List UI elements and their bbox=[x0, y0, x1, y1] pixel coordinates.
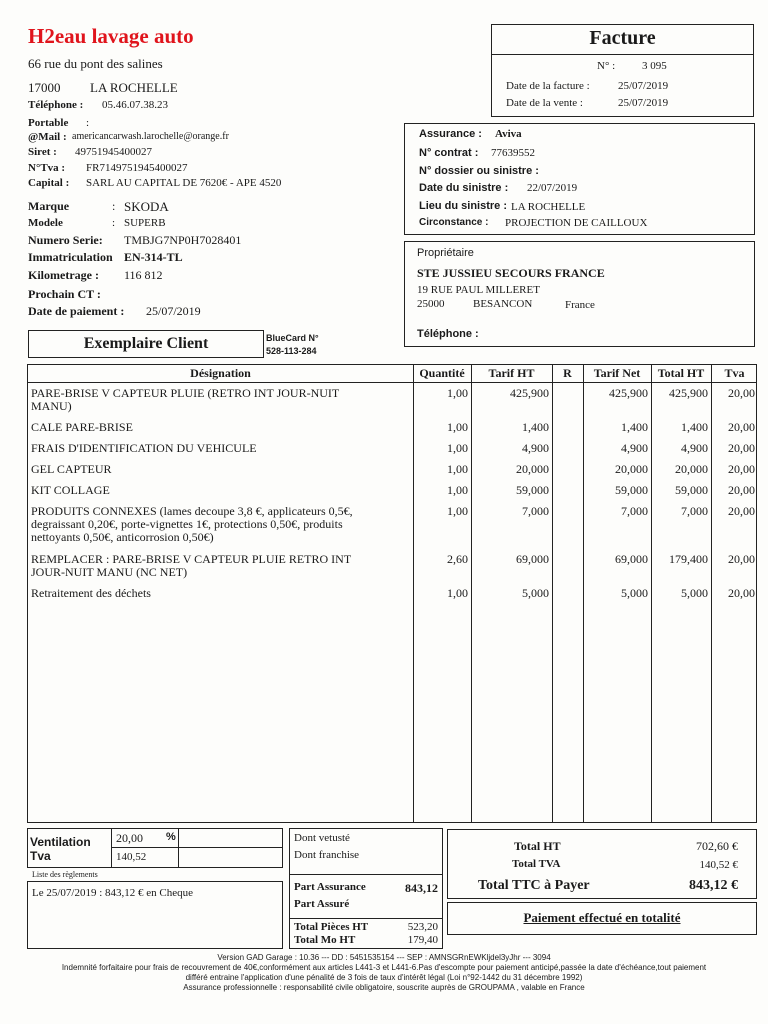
row-total: 20,000 bbox=[675, 462, 708, 476]
company-siret: 49751945400027 bbox=[75, 146, 152, 158]
footer-version: Version GAD Garage : 10.36 --- DD : 5451535154 --- SEP : AMNSGRnEWKljdel3yJhr --- 3094 bbox=[217, 953, 551, 962]
row-unit-price: 5,000 bbox=[522, 586, 549, 600]
labor-total-label: Total Mo HT bbox=[294, 934, 356, 946]
row-unit-price: 1,400 bbox=[522, 420, 549, 434]
owner-phone-label: Téléphone : bbox=[417, 328, 479, 340]
row-total: 4,900 bbox=[681, 441, 708, 455]
company-postcode: 17000 bbox=[28, 80, 61, 95]
invoice-date-label: Date de la facture : bbox=[506, 80, 590, 92]
items-table bbox=[27, 364, 757, 823]
row-unit-price: 4,900 bbox=[522, 441, 549, 455]
claim-date: 22/07/2019 bbox=[527, 182, 578, 194]
circumstance: PROJECTION DE CAILLOUX bbox=[505, 217, 648, 229]
claim-date-label: Date du sinistre : bbox=[419, 182, 509, 194]
ventilation-tva-label: Tva bbox=[30, 849, 51, 863]
total-tva-label: Total TVA bbox=[512, 858, 561, 870]
row-total: 59,000 bbox=[675, 483, 708, 497]
row-designation: FRAIS D'IDENTIFICATION DU VEHICULE bbox=[31, 441, 257, 455]
row-designation-line2: degraissant 0,20€, porte-vignettes 1€, protections 0,50€, produits bbox=[31, 517, 343, 531]
row-designation: REMPLACER : PARE-BRISE V CAPTEUR PLUIE RETRO INT bbox=[31, 552, 352, 566]
company-siret-label: Siret : bbox=[28, 146, 57, 158]
header-net-price: Tarif Net bbox=[593, 366, 641, 380]
invoice-box bbox=[491, 24, 754, 117]
vehicle-marque-colon: : bbox=[112, 199, 116, 213]
company-mail: americancarwash.larochelle@orange.fr bbox=[72, 131, 229, 142]
company-mail-label: @Mail : bbox=[28, 131, 67, 143]
total-ttc-label: Total TTC à Payer bbox=[478, 878, 590, 893]
vehicle-immat: EN-314-TL bbox=[124, 250, 183, 264]
claim-location: LA ROCHELLE bbox=[511, 201, 586, 213]
parts-box bbox=[289, 828, 443, 949]
row-vat: 20,00 bbox=[728, 504, 755, 518]
divider bbox=[290, 874, 442, 875]
row-vat: 20,00 bbox=[728, 420, 755, 434]
owner-title: Propriétaire bbox=[417, 247, 474, 259]
footer-legal-2: différé entraine l'application d'une pénalité de 3 fois de taux d'intérêt légal (Loi n°92-1442 du 31 décembre 1992) bbox=[185, 973, 583, 982]
company-phone: 05.46.07.38.23 bbox=[102, 99, 168, 111]
payment-status: Paiement effectué en totalité bbox=[523, 910, 681, 925]
row-unit-price: 20,000 bbox=[516, 462, 549, 476]
row-designation-line2: JOUR-NUIT MANU (NC NET) bbox=[31, 565, 188, 579]
owner-country: France bbox=[565, 299, 595, 311]
row-quantity: 1,00 bbox=[447, 586, 468, 600]
vat-rate: 20,00 bbox=[116, 831, 143, 845]
row-designation: GEL CAPTEUR bbox=[31, 462, 112, 476]
row-designation: CALE PARE-BRISE bbox=[31, 420, 133, 434]
row-unit-price: 7,000 bbox=[522, 504, 549, 518]
header-quantity: Quantité bbox=[419, 366, 465, 380]
circumstance-label: Circonstance : bbox=[419, 217, 489, 228]
claim-location-label: Lieu du sinistre : bbox=[419, 200, 508, 212]
row-vat: 20,00 bbox=[728, 552, 755, 566]
row-net-price: 59,000 bbox=[615, 483, 648, 497]
company-street: 66 rue du pont des salines bbox=[28, 56, 163, 71]
vat-breakdown-box bbox=[27, 828, 283, 868]
row-unit-price: 69,000 bbox=[516, 552, 549, 566]
row-quantity: 1,00 bbox=[447, 483, 468, 497]
company-phone-label: Téléphone : bbox=[28, 99, 84, 111]
totals-box bbox=[447, 829, 757, 899]
total-ht: 702,60 € bbox=[696, 839, 738, 853]
header-vat: Tva bbox=[724, 366, 745, 380]
total-tva: 140,52 € bbox=[699, 859, 738, 871]
bluecard-label: BlueCard N° bbox=[266, 333, 319, 343]
row-vat: 20,00 bbox=[728, 386, 755, 400]
insurance-label: Assurance : bbox=[419, 128, 482, 140]
row-designation: PRODUITS CONNEXES (lames decoupe 3,8 €, applicateurs 0,5€, bbox=[31, 504, 353, 518]
owner-street: 19 RUE PAUL MILLERET bbox=[417, 284, 540, 296]
percent-sign: % bbox=[166, 831, 176, 843]
row-unit-price: 59,000 bbox=[516, 483, 549, 497]
row-net-price: 5,000 bbox=[621, 586, 648, 600]
owner-postcode: 25000 bbox=[417, 298, 445, 310]
row-total: 425,900 bbox=[669, 386, 708, 400]
row-net-price: 425,900 bbox=[609, 386, 648, 400]
owner-city: BESANCON bbox=[473, 298, 533, 310]
vehicle-marque: SKODA bbox=[124, 199, 169, 214]
company-mobile-label: Portable bbox=[28, 117, 69, 129]
row-quantity: 1,00 bbox=[447, 462, 468, 476]
header-designation: Désignation bbox=[190, 366, 251, 380]
invoice-title: Facture bbox=[492, 27, 753, 55]
table-header bbox=[28, 365, 756, 383]
invoice-number-label: N° : bbox=[597, 60, 616, 72]
parts-total: 523,20 bbox=[407, 921, 438, 933]
sale-date-label: Date de la vente : bbox=[506, 97, 583, 109]
row-quantity: 2,60 bbox=[447, 552, 468, 566]
sale-date: 25/07/2019 bbox=[618, 97, 669, 109]
row-vat: 20,00 bbox=[728, 462, 755, 476]
row-designation: Retraitement des déchets bbox=[31, 586, 151, 600]
payments-list-label: Liste des règlements bbox=[32, 870, 98, 879]
vehicle-paiement-date: 25/07/2019 bbox=[146, 304, 201, 318]
vehicle-marque-label: Marque bbox=[28, 199, 70, 213]
vehicle-serie: TMBJG7NP0H7028401 bbox=[124, 233, 242, 247]
vehicle-immat-label: Immatriculation bbox=[28, 250, 113, 264]
vehicle-modele-colon: : bbox=[112, 217, 116, 229]
row-net-price: 69,000 bbox=[615, 552, 648, 566]
payment-entry: Le 25/07/2019 : 843,12 € en Cheque bbox=[32, 887, 194, 899]
row-total: 7,000 bbox=[681, 504, 708, 518]
company-name: H2eau lavage auto bbox=[28, 24, 194, 48]
row-quantity: 1,00 bbox=[447, 420, 468, 434]
row-net-price: 4,900 bbox=[621, 441, 648, 455]
footer-insurance: Assurance professionnelle : responsabilité civile obligatoire, souscrite auprès de GROUPAMA , valable en France bbox=[183, 983, 585, 992]
row-quantity: 1,00 bbox=[447, 386, 468, 400]
bluecard-number: 528-113-284 bbox=[266, 346, 317, 356]
divider bbox=[111, 847, 283, 848]
invoice-date: 25/07/2019 bbox=[618, 80, 669, 92]
claim-number-label: N° dossier ou sinistre : bbox=[419, 165, 539, 177]
row-unit-price: 425,900 bbox=[510, 386, 549, 400]
contract-number: 77639552 bbox=[491, 147, 535, 159]
company-city: LA ROCHELLE bbox=[90, 80, 178, 95]
row-designation: PARE-BRISE V CAPTEUR PLUIE (RETRO INT JOUR-NUIT bbox=[31, 386, 340, 400]
vehicle-km-label: Kilometrage : bbox=[28, 268, 99, 282]
owner-name: STE JUSSIEU SECOURS FRANCE bbox=[417, 266, 605, 280]
wear-label: Dont vetusté bbox=[294, 832, 350, 844]
vehicle-serie-label: Numero Serie: bbox=[28, 233, 103, 247]
row-total: 179,400 bbox=[669, 552, 708, 566]
header-total: Total HT bbox=[657, 366, 705, 380]
vehicle-paiement-label: Date de paiement : bbox=[28, 304, 125, 318]
company-tva-label: N°Tva : bbox=[28, 162, 66, 174]
vehicle-km: 116 812 bbox=[124, 268, 163, 282]
company-capital-label: Capital : bbox=[28, 177, 70, 189]
vehicle-modele-label: Modele bbox=[28, 217, 63, 229]
insurance-name: Aviva bbox=[495, 128, 522, 140]
insurance-box bbox=[404, 123, 755, 235]
divider bbox=[111, 829, 112, 867]
contract-label: N° contrat : bbox=[419, 147, 479, 159]
company-mobile-colon: : bbox=[86, 117, 90, 129]
payment-status-box bbox=[447, 902, 757, 935]
header-discount: R bbox=[563, 366, 572, 380]
insurer-share: 843,12 bbox=[405, 881, 438, 895]
row-designation: KIT COLLAGE bbox=[31, 483, 110, 497]
vehicle-modele: SUPERB bbox=[124, 217, 166, 229]
total-ht-label: Total HT bbox=[514, 839, 561, 853]
row-vat: 20,00 bbox=[728, 483, 755, 497]
vat-amount: 140,52 bbox=[116, 851, 147, 863]
total-ttc: 843,12 € bbox=[689, 878, 738, 893]
company-capital: SARL AU CAPITAL DE 7620€ - APE 4520 bbox=[86, 177, 282, 189]
deductible-label: Dont franchise bbox=[294, 849, 360, 861]
header-unit-price: Tarif HT bbox=[488, 366, 535, 380]
row-vat: 20,00 bbox=[728, 586, 755, 600]
owner-box bbox=[404, 241, 755, 347]
invoice-number: 3 095 bbox=[642, 60, 667, 72]
row-total: 5,000 bbox=[681, 586, 708, 600]
divider bbox=[178, 829, 179, 867]
row-designation-line3: nettoyants 0,50€, anticorrosion 0,50€) bbox=[31, 530, 214, 544]
insured-share-label: Part Assuré bbox=[294, 898, 350, 910]
ventilation-label: Ventilation bbox=[30, 835, 91, 849]
col-divider bbox=[552, 365, 553, 822]
copy-type-box: Exemplaire Client bbox=[28, 330, 264, 358]
labor-total: 179,40 bbox=[407, 934, 438, 946]
footer-legal-1: Indemnité forfaitaire pour frais de recouvrement de 40€,conformément aux articles L441-3 et L441-6.Pas d'escompte pour paiement anticipé,passée la date d'échéance,tout paiement bbox=[61, 963, 707, 972]
row-designation-line2: MANU) bbox=[31, 399, 72, 413]
row-vat: 20,00 bbox=[728, 441, 755, 455]
divider bbox=[290, 918, 442, 919]
company-tva: FR7149751945400027 bbox=[86, 162, 188, 174]
parts-total-label: Total Pièces HT bbox=[294, 921, 369, 933]
row-total: 1,400 bbox=[681, 420, 708, 434]
payments-box bbox=[27, 881, 283, 949]
row-net-price: 20,000 bbox=[615, 462, 648, 476]
vehicle-ct-label: Prochain CT : bbox=[28, 287, 101, 301]
row-net-price: 1,400 bbox=[621, 420, 648, 434]
row-quantity: 1,00 bbox=[447, 504, 468, 518]
insurer-share-label: Part Assurance bbox=[294, 881, 366, 893]
row-quantity: 1,00 bbox=[447, 441, 468, 455]
row-net-price: 7,000 bbox=[621, 504, 648, 518]
